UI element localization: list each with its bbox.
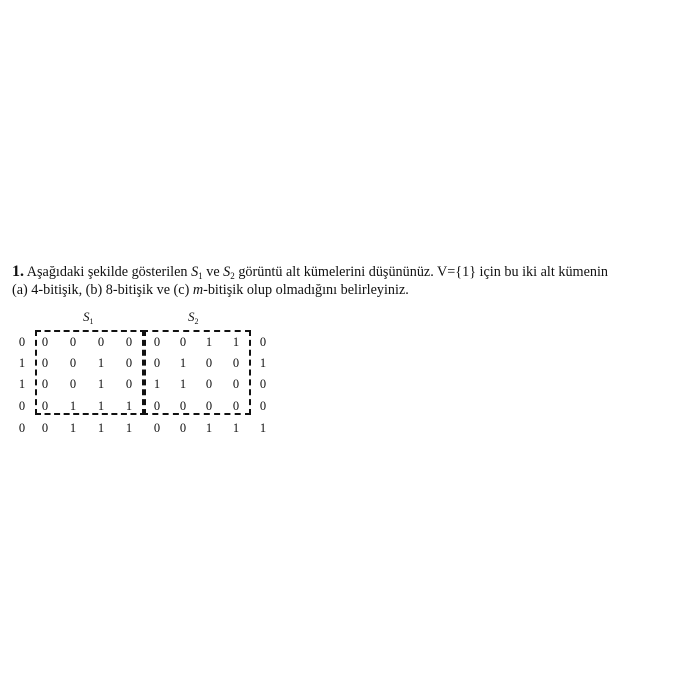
grid-cell: 1	[205, 421, 213, 435]
grid-cell: 1	[259, 421, 267, 435]
grid-cell: 0	[259, 335, 267, 349]
grid-cell: 0	[179, 335, 187, 349]
grid-cell: 0	[205, 356, 213, 370]
grid-cell: 0	[41, 421, 49, 435]
problem-text	[12, 263, 692, 299]
grid-cell: 0	[179, 399, 187, 413]
s2-dashed-box	[142, 330, 251, 415]
text-segment: Aşağıdaki şekilde gösterilen	[26, 264, 192, 280]
grid-cell: 0	[153, 335, 161, 349]
grid-cell: 1	[18, 377, 26, 391]
grid-cell: 1	[69, 399, 77, 413]
grid-cell: 0	[41, 356, 49, 370]
grid-cell: 0	[97, 335, 105, 349]
grid-cell: 1	[69, 421, 77, 435]
grid-cell: 0	[232, 356, 240, 370]
subscript: 1	[198, 271, 203, 281]
grid-cell: 0	[18, 335, 26, 349]
grid-cell: 0	[179, 421, 187, 435]
problem-line-1	[12, 263, 692, 281]
text-segment: (a) 4-bitişik, (b) 8-bitişik ve (c)	[12, 282, 193, 298]
grid-cell: 0	[259, 377, 267, 391]
text-segment: -bitişik olup olmadığını belirleyiniz.	[203, 282, 409, 298]
problem-line-2	[12, 281, 692, 299]
grid-cell: 0	[18, 399, 26, 413]
grid-cell: 1	[97, 377, 105, 391]
grid-cell: 0	[125, 377, 133, 391]
grid-cell: 1	[97, 356, 105, 370]
grid-cell: 0	[205, 377, 213, 391]
grid-cell: 0	[205, 399, 213, 413]
text-segment: ve	[202, 264, 224, 280]
s2-label: $S_2$	[188, 309, 199, 326]
grid-cell: 0	[41, 377, 49, 391]
subscript: 2	[230, 271, 235, 281]
grid-cell: 1	[179, 356, 187, 370]
grid-cell: 0	[153, 356, 161, 370]
grid-cell: 1	[232, 335, 240, 349]
grid-cell: 1	[125, 421, 133, 435]
grid-cell: 1	[179, 377, 187, 391]
grid-cell: 1	[205, 335, 213, 349]
grid-cell: 0	[18, 421, 26, 435]
grid-cell: 1	[153, 377, 161, 391]
grid-cell: 0	[69, 377, 77, 391]
text-segment: görüntü alt kümelerini düşününüz. V={1} için bu iki alt kümenin	[234, 264, 609, 280]
grid-cell: 0	[69, 356, 77, 370]
m-symbol: m	[192, 282, 204, 298]
grid-cell: 0	[41, 335, 49, 349]
set-symbol: S	[223, 264, 231, 280]
s1-dashed-box	[35, 330, 146, 415]
grid-cell: 0	[125, 335, 133, 349]
grid-cell: 0	[232, 377, 240, 391]
grid-cell: 0	[125, 356, 133, 370]
grid-cell: 0	[232, 399, 240, 413]
problem-number: 1.	[12, 263, 24, 280]
grid-cell: 0	[153, 399, 161, 413]
grid-cell: 1	[125, 399, 133, 413]
grid-cell: 1	[97, 421, 105, 435]
grid-cell: 1	[97, 399, 105, 413]
grid-cell: 1	[18, 356, 26, 370]
grid-cell: 0	[153, 421, 161, 435]
set-symbol: S	[191, 264, 199, 280]
grid-cell: 0	[259, 399, 267, 413]
s1-label: $S_1$	[83, 309, 94, 326]
grid-cell: 1	[232, 421, 240, 435]
grid-cell: 1	[259, 356, 267, 370]
grid-cell: 0	[41, 399, 49, 413]
grid-cell: 0	[69, 335, 77, 349]
